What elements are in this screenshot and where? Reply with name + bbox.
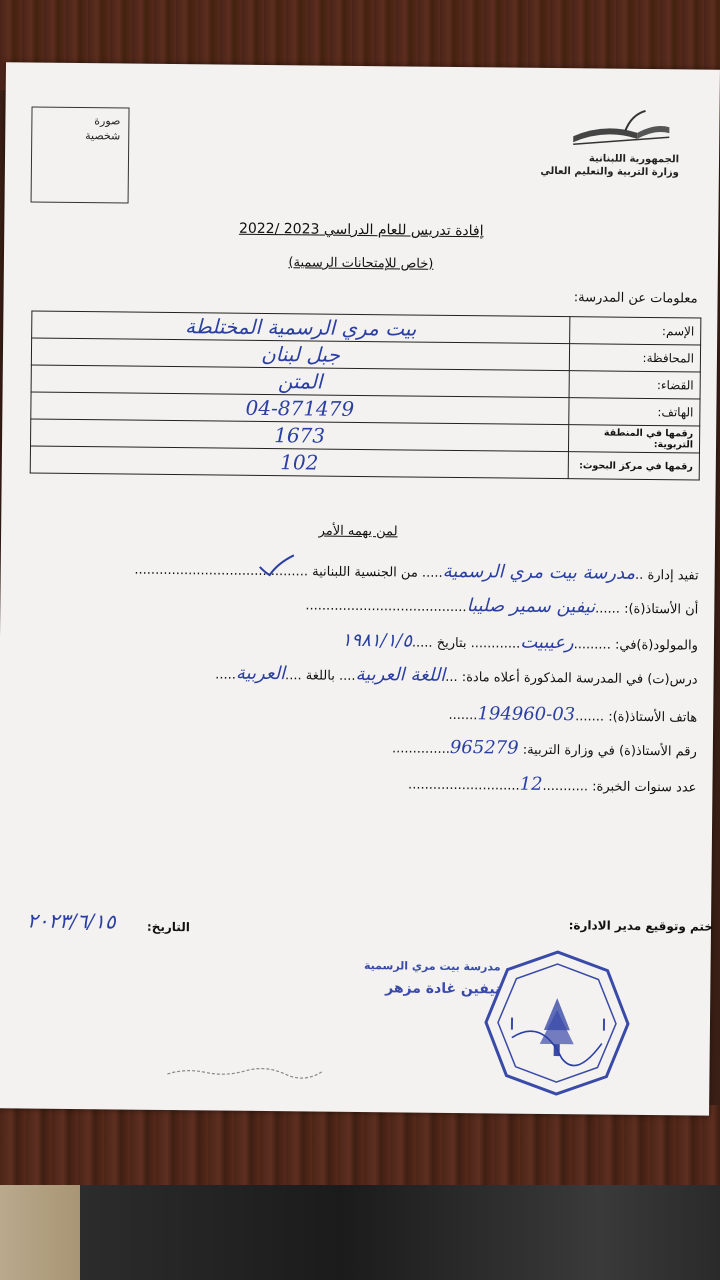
school-info-heading: معلومات عن المدرسة: xyxy=(573,290,698,307)
experience-years-value: 12 xyxy=(519,773,543,795)
official-seal-stamp-icon xyxy=(481,947,633,1099)
district-value: المتن xyxy=(31,365,569,398)
to-whom-heading: لمن يهمه الأمر xyxy=(318,523,398,540)
language-value: العربية xyxy=(235,662,286,685)
ministry-number-value: 965279 xyxy=(449,736,519,759)
document-paper xyxy=(0,62,720,1115)
line-ministry-number: رقم الأستاذ(ة) في وزارة التربية: 965279.............. xyxy=(391,736,697,760)
personal-photo-box xyxy=(31,107,130,204)
faded-scribble-marks xyxy=(165,1064,325,1082)
signature-label: ختم وتوقيع مدير الادارة: xyxy=(568,918,714,934)
teacher-phone-value: 03-194960 xyxy=(477,703,576,726)
line-subject: درس(ت) في المدرسة المذكورة أعلاه مادة: ...اللغة العربية.... باللغة ....العربية..... xyxy=(215,662,698,688)
line-school-administration: تفيد إدارة ..مدرسة بيت مري الرسمية..... من الجنسية اللبنانية .......................................... xyxy=(134,560,699,584)
school-administration-value: مدرسة بيت مري الرسمية xyxy=(442,560,636,584)
date-value: ٢٠٢٣/٦/١٥ xyxy=(26,908,116,934)
line-teacher-phone: هاتف الأستاذ(ة): .......03-194960....... xyxy=(448,703,698,726)
birth-place-value: رعيبيت xyxy=(520,631,574,654)
director-stamp-text: مدرسة بيت مري الرسمية نيفين غادة مزهر xyxy=(363,959,501,998)
phone-label: الهاتف: xyxy=(569,398,700,426)
educational-region-number-label: رقمها في المنطقة التربوية: xyxy=(568,425,699,453)
research-center-number-label: رقمها في مركز البحوث: xyxy=(568,452,699,480)
ministry-header: الجمهورية اللبنانية وزارة التربية والتعليم العالي xyxy=(540,153,680,179)
line-teacher-name: أن الأستاذ(ة): ......نيفين سمير صليبا....................................... xyxy=(305,595,699,618)
birth-date-value: ١٩٨١/١/٥ xyxy=(341,629,413,652)
school-name-value: بيت مري الرسمية المختلطة xyxy=(32,311,570,344)
line-experience-years: عدد سنوات الخبرة: ...........12........................... xyxy=(408,773,697,796)
district-label: القضاء: xyxy=(569,371,700,399)
governorate-value: جبل لبنان xyxy=(31,338,569,371)
table-row xyxy=(30,446,699,480)
ministry-book-logo-icon xyxy=(565,108,675,149)
research-center-number-value: 102 xyxy=(30,446,568,479)
document-subtitle: (خاص للإمتحانات الرسمية) xyxy=(288,255,434,272)
school-name-label: الإسم: xyxy=(570,317,701,345)
document-title: إفادة تدريس للعام الدراسي 2023 /2022 xyxy=(238,220,484,240)
phone-value: 04-871479 xyxy=(31,392,569,425)
school-info-table xyxy=(30,311,702,481)
checkmark-icon xyxy=(256,553,296,577)
subject-value: اللغة العربية xyxy=(355,663,446,686)
governorate-label: المحافظة: xyxy=(569,344,700,372)
date-label: التاريخ: xyxy=(146,919,190,935)
educational-region-number-value: 1673 xyxy=(31,419,569,452)
wooden-background-bottom xyxy=(0,1105,720,1190)
floor-background xyxy=(0,1185,720,1280)
teacher-name-value: نيفين سمير صليبا xyxy=(466,595,596,618)
line-birth: والمولود(ة)في: .........رعيبيت............ بتاريخ .....١٩٨١/١/٥ xyxy=(341,629,699,654)
photo-box-label: صورة شخصية xyxy=(85,114,121,143)
